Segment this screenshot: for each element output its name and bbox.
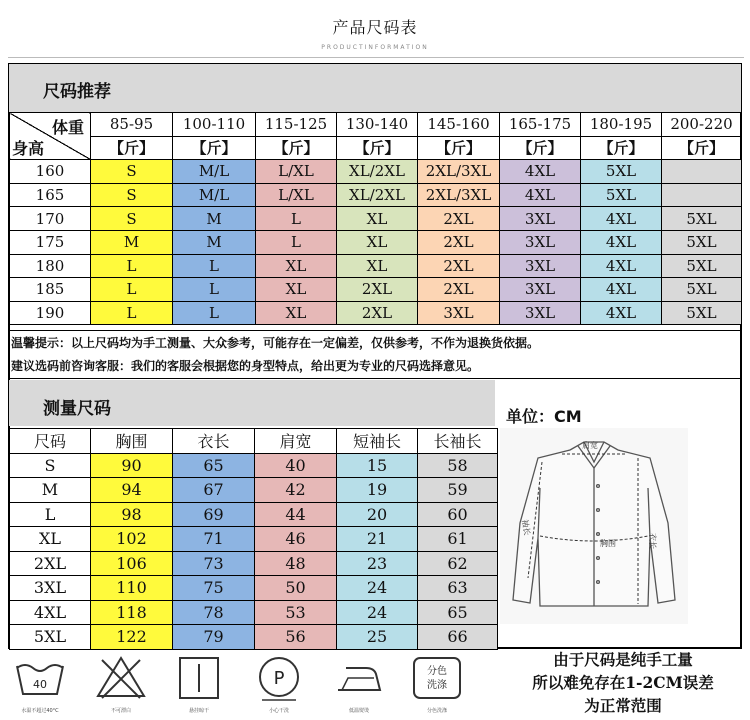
- size-cell: L: [91, 278, 173, 302]
- measure-value: 90: [91, 453, 173, 478]
- size-cell: 4XL: [581, 278, 662, 302]
- size-cell: 4XL: [500, 183, 581, 207]
- measure-header-cell: 短袖长: [337, 429, 418, 454]
- footnote-line-2: 所以难免存在1-2CM误差: [532, 673, 714, 692]
- measure-row: [10, 453, 498, 478]
- size-label: 5XL: [10, 625, 91, 650]
- measure-value: 122: [91, 625, 173, 650]
- measure-value: 25: [337, 625, 418, 650]
- weight-range: 100-110: [173, 113, 256, 137]
- svg-text:40: 40: [33, 678, 47, 691]
- recommend-title-bar: [9, 64, 741, 112]
- notes-divider-bottom: [9, 378, 741, 379]
- unit-label: 单位：CM: [506, 407, 582, 426]
- size-cell: 3XL: [500, 278, 581, 302]
- size-cell: 2XL/3XL: [418, 160, 500, 184]
- measure-row: [10, 502, 498, 527]
- shoulder-label: 肩宽: [582, 441, 598, 450]
- height-value: 175: [10, 230, 91, 254]
- size-cell: 5XL: [662, 254, 742, 278]
- size-cell: 4XL: [500, 160, 581, 184]
- size-cell: L: [91, 254, 173, 278]
- measure-value: 42: [255, 478, 337, 503]
- measure-value: 46: [255, 527, 337, 552]
- weight-unit: 【斤】: [500, 136, 581, 160]
- care-separate-wash: 分色 洗涤 分色洗涤: [406, 652, 468, 714]
- size-cell: XL: [337, 207, 418, 231]
- size-cell: 5XL: [662, 278, 742, 302]
- measure-value: 98: [91, 502, 173, 527]
- size-cell: 5XL: [581, 183, 662, 207]
- size-cell: 2XL: [418, 207, 500, 231]
- page-subtitle: PRODUCTINFORMATION: [321, 44, 429, 51]
- size-cell: 3XL: [500, 207, 581, 231]
- size-cell: XL/2XL: [337, 160, 418, 184]
- care-iron: 低温熨烫: [328, 652, 390, 714]
- size-label: 3XL: [10, 576, 91, 601]
- measure-value: 56: [255, 625, 337, 650]
- height-row: [10, 160, 742, 184]
- note-advice: 建议选码前咨询客服：我们的客服会根据您的身型特点，给出更为专业的尺码选择意见。: [11, 359, 480, 373]
- wash-40-icon: [9, 652, 71, 704]
- measure-title: 测量尺码: [43, 399, 111, 419]
- size-label: S: [10, 453, 91, 478]
- measure-row: [10, 576, 498, 601]
- size-cell: 4XL: [581, 207, 662, 231]
- weight-unit: 【斤】: [337, 136, 418, 160]
- measure-row: [10, 478, 498, 503]
- measure-row: [10, 527, 498, 552]
- hang-dry-icon: [168, 652, 230, 704]
- measure-table: [9, 428, 498, 650]
- height-row: [10, 207, 742, 231]
- iron-icon: [328, 652, 390, 704]
- measure-row: [10, 600, 498, 625]
- weight-unit: 【斤】: [91, 136, 173, 160]
- size-cell: 2XL: [418, 254, 500, 278]
- height-value: 160: [10, 160, 91, 184]
- size-cell: 3XL: [500, 230, 581, 254]
- measure-value: 48: [255, 551, 337, 576]
- weight-unit: 【斤】: [173, 136, 256, 160]
- size-cell: M: [91, 230, 173, 254]
- size-cell: 2XL: [337, 278, 418, 302]
- measure-header-cell: 长袖长: [418, 429, 498, 454]
- size-cell: M: [173, 230, 256, 254]
- weight-range: 115-125: [256, 113, 337, 137]
- measure-value: 75: [173, 576, 255, 601]
- height-row: [10, 254, 742, 278]
- size-cell: 5XL: [581, 160, 662, 184]
- height-value: 190: [10, 301, 91, 325]
- size-cell: 5XL: [662, 301, 742, 325]
- size-cell: S: [91, 183, 173, 207]
- size-cell: L: [256, 230, 337, 254]
- measure-value: 63: [418, 576, 498, 601]
- size-cell: S: [91, 207, 173, 231]
- unit-row: [10, 136, 742, 160]
- size-cell: XL: [337, 254, 418, 278]
- measure-value: 21: [337, 527, 418, 552]
- weight-unit: 【斤】: [662, 136, 742, 160]
- size-cell: XL/2XL: [337, 183, 418, 207]
- dry-clean-p-icon: [248, 652, 310, 704]
- weight-unit: 【斤】: [256, 136, 337, 160]
- height-value: 165: [10, 183, 91, 207]
- height-row: [10, 230, 742, 254]
- height-row: [10, 301, 742, 325]
- measure-value: 73: [173, 551, 255, 576]
- size-cell: 4XL: [581, 230, 662, 254]
- svg-text:洗涤: 洗涤: [427, 680, 447, 691]
- height-value: 170: [10, 207, 91, 231]
- measure-value: 67: [173, 478, 255, 503]
- measure-value: 61: [418, 527, 498, 552]
- recommend-table: [9, 112, 742, 325]
- measure-value: 15: [337, 453, 418, 478]
- weight-range: 165-175: [500, 113, 581, 137]
- size-cell: L: [91, 301, 173, 325]
- size-label: M: [10, 478, 91, 503]
- measure-header-cell: 肩宽: [255, 429, 337, 454]
- shirt-measurement-diagram: [500, 428, 688, 624]
- weight-unit: 【斤】: [418, 136, 500, 160]
- height-row: [10, 278, 742, 302]
- size-cell: L/XL: [256, 160, 337, 184]
- measure-value: 106: [91, 551, 173, 576]
- footnote-line-1: 由于尺码是纯手工量: [553, 650, 693, 669]
- weight-range: 200-220: [662, 113, 742, 137]
- measure-value: 78: [173, 600, 255, 625]
- measure-value: 102: [91, 527, 173, 552]
- care-hang-dry: 悬挂晾干: [168, 652, 230, 714]
- size-cell: XL: [256, 301, 337, 325]
- corner-weight-label: 体重: [51, 118, 84, 137]
- notes-divider: [9, 330, 741, 331]
- corner-cell: [10, 113, 91, 160]
- size-cell: 3XL: [500, 301, 581, 325]
- measure-value: 59: [418, 478, 498, 503]
- weight-range: 180-195: [581, 113, 662, 137]
- measure-value: 24: [337, 600, 418, 625]
- care-dry-clean: P 小心干洗: [248, 652, 310, 714]
- size-cell: L: [173, 254, 256, 278]
- svg-text:分色: 分色: [427, 666, 447, 677]
- measure-value: 65: [418, 600, 498, 625]
- chest-label: 胸围: [600, 539, 616, 548]
- measure-value: 94: [91, 478, 173, 503]
- measure-header-cell: 胸围: [91, 429, 173, 454]
- weight-range: 85-95: [91, 113, 173, 137]
- weight-range: 145-160: [418, 113, 500, 137]
- measure-value: 110: [91, 576, 173, 601]
- size-cell: [662, 160, 742, 184]
- size-cell: XL: [256, 254, 337, 278]
- footnote-line-3: 为正常范围: [584, 696, 662, 715]
- size-cell: [662, 183, 742, 207]
- measure-row: [10, 551, 498, 576]
- size-cell: XL: [256, 278, 337, 302]
- size-cell: L: [173, 278, 256, 302]
- size-cell: L: [173, 301, 256, 325]
- recommend-title: 尺码推荐: [43, 82, 111, 102]
- size-cell: 5XL: [662, 207, 742, 231]
- measure-value: 40: [255, 453, 337, 478]
- height-value: 180: [10, 254, 91, 278]
- measure-value: 65: [173, 453, 255, 478]
- size-cell: S: [91, 160, 173, 184]
- weight-unit: 【斤】: [581, 136, 662, 160]
- measure-value: 79: [173, 625, 255, 650]
- measure-header-cell: 衣长: [173, 429, 255, 454]
- care-wash-40: 40 水温不超过40°C: [9, 652, 71, 714]
- measure-row: [10, 625, 498, 650]
- size-cell: XL: [337, 230, 418, 254]
- measure-header-cell: 尺码: [10, 429, 91, 454]
- measure-value: 19: [337, 478, 418, 503]
- measure-value: 53: [255, 600, 337, 625]
- header-divider: [8, 57, 744, 58]
- measure-value: 44: [255, 502, 337, 527]
- measure-value: 69: [173, 502, 255, 527]
- size-label: 4XL: [10, 600, 91, 625]
- care-no-bleach: 不可漂白: [90, 652, 152, 714]
- size-cell: 2XL: [418, 278, 500, 302]
- measure-value: 23: [337, 551, 418, 576]
- measure-value: 50: [255, 576, 337, 601]
- measure-value: 71: [173, 527, 255, 552]
- weight-range: 130-140: [337, 113, 418, 137]
- size-cell: M: [173, 207, 256, 231]
- size-label: 2XL: [10, 551, 91, 576]
- height-row: [10, 183, 742, 207]
- measure-value: 20: [337, 502, 418, 527]
- note-tip: 温馨提示：以上尺码均为手工测量、大众参考，可能存在一定偏差，仅供参考，不作为退换货依据。: [11, 336, 540, 350]
- measure-value: 58: [418, 453, 498, 478]
- measure-value: 118: [91, 600, 173, 625]
- size-cell: L: [256, 207, 337, 231]
- weight-header-row: [10, 113, 742, 137]
- size-cell: 3XL: [418, 301, 500, 325]
- size-cell: M/L: [173, 183, 256, 207]
- size-cell: 2XL: [337, 301, 418, 325]
- height-value: 185: [10, 278, 91, 302]
- separate-wash-icon: [406, 652, 468, 704]
- measure-value: 62: [418, 551, 498, 576]
- size-cell: 4XL: [581, 301, 662, 325]
- sleeve-label: 袖长: [520, 518, 532, 537]
- measure-value: 24: [337, 576, 418, 601]
- svg-text:P: P: [273, 668, 285, 689]
- measure-value: 60: [418, 502, 498, 527]
- size-cell: 2XL: [418, 230, 500, 254]
- size-cell: 5XL: [662, 230, 742, 254]
- size-cell: L/XL: [256, 183, 337, 207]
- size-cell: M/L: [173, 160, 256, 184]
- length-label: 衣长: [648, 533, 657, 549]
- measure-header-row: [10, 429, 498, 454]
- page-title: 产品尺码表: [332, 18, 418, 37]
- size-cell: 3XL: [500, 254, 581, 278]
- no-bleach-icon: [90, 652, 152, 704]
- size-label: L: [10, 502, 91, 527]
- size-cell: 4XL: [581, 254, 662, 278]
- corner-height-label: 身高: [12, 139, 45, 159]
- size-cell: 2XL/3XL: [418, 183, 500, 207]
- measure-value: 66: [418, 625, 498, 650]
- size-label: XL: [10, 527, 91, 552]
- error-footnote: [498, 648, 748, 717]
